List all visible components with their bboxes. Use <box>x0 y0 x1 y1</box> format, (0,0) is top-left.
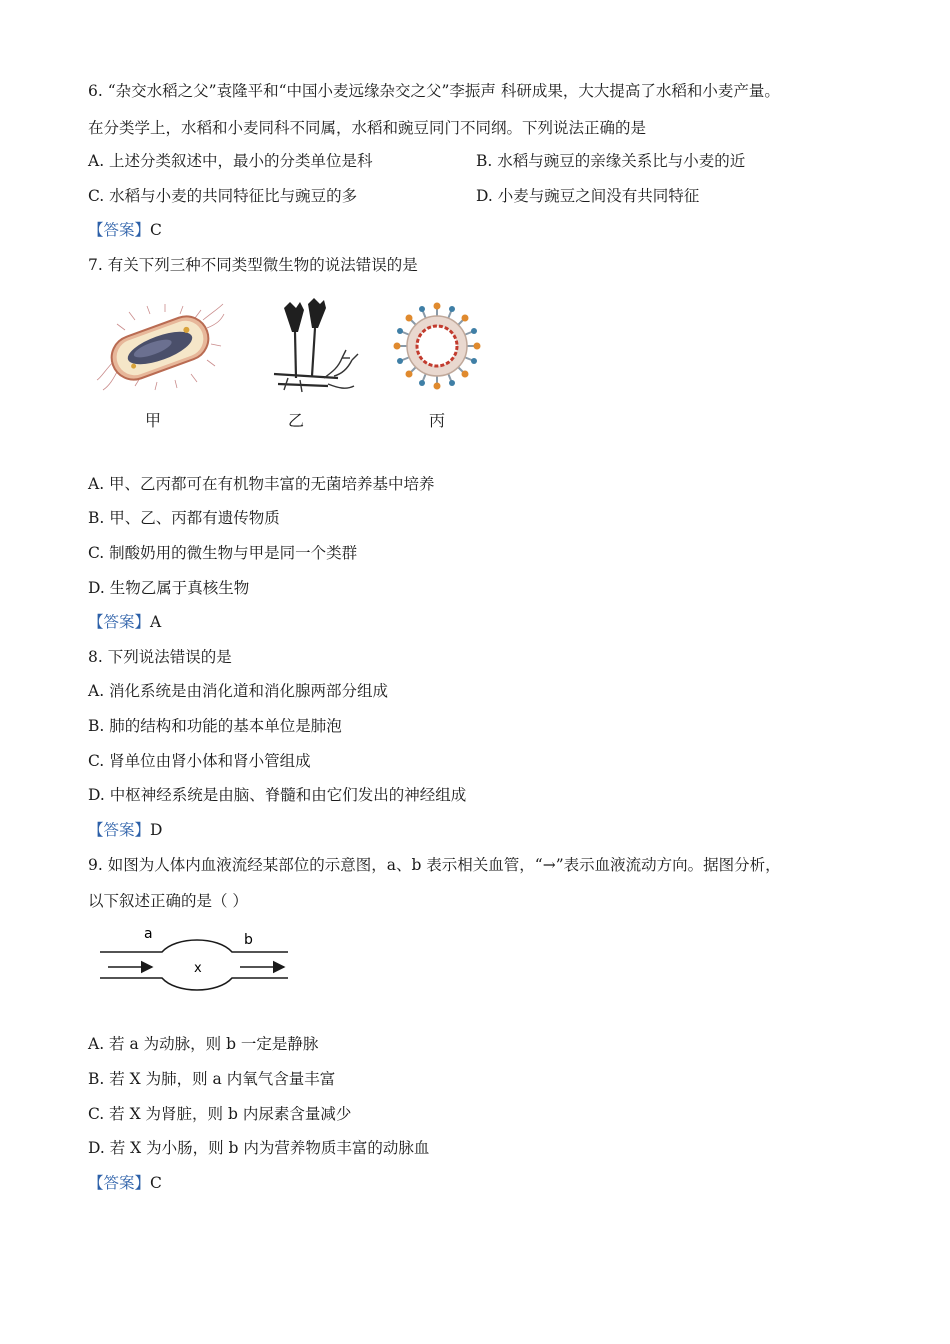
q9-option-c: C. 若 X 为肾脏，则 b 内尿素含量减少 <box>88 1105 352 1123</box>
q9-option-a: A. 若 a 为动脉，则 b 一定是静脉 <box>88 1035 319 1053</box>
label-a: a <box>144 926 153 942</box>
vessel-upper-wall <box>100 940 288 952</box>
caption-jia: 甲 <box>145 411 162 430</box>
q9-option-b: B. 若 X 为肺，则 a 内氧气含量丰富 <box>88 1070 336 1088</box>
q7-answer <box>88 612 161 632</box>
answer-label: 【答案】 <box>88 221 151 239</box>
q9-stem-line2: 以下叙述正确的是（ ） <box>88 892 248 910</box>
q7-option-b: B. 甲、乙、丙都有遗传物质 <box>88 509 280 527</box>
virus-image <box>393 302 481 390</box>
answer-value: D <box>150 821 163 839</box>
mold-image <box>268 298 360 394</box>
answer-label: 【答案】 <box>88 821 151 839</box>
vessel-lower-wall <box>100 978 288 990</box>
caption-yi: 乙 <box>288 411 305 430</box>
q8-option-c: C. 肾单位由肾小体和肾小管组成 <box>88 752 311 770</box>
q8-option-d: D. 中枢神经系统是由脑、脊髓和由它们发出的神经组成 <box>88 786 467 804</box>
q6-stem-line1: 6. “杂交水稻之父”袁隆平和“中国小麦远缘杂交之父”李振声 科研成果，大大提高了水稻和小麦产量。 <box>88 82 780 100</box>
q8-option-b: B. 肺的结构和功能的基本单位是肺泡 <box>88 717 342 735</box>
q7-stem: 7. 有关下列三种不同类型微生物的说法错误的是 <box>88 256 418 274</box>
q6-option-c: C. 水稻与小麦的共同特征比与豌豆的多 <box>88 187 358 205</box>
q6-option-b: B. 水稻与豌豆的亲缘关系比与小麦的近 <box>476 152 746 170</box>
bacterium-image <box>95 300 225 392</box>
q7-option-c: C. 制酸奶用的微生物与甲是同一个类群 <box>88 544 358 562</box>
answer-value: A <box>150 613 162 631</box>
q6-option-d: D. 小麦与豌豆之间没有共同特征 <box>476 187 700 205</box>
q7-option-a: A. 甲、乙丙都可在有机物丰富的无菌培养基中培养 <box>88 475 435 493</box>
answer-value: C <box>150 1174 162 1192</box>
q8-answer <box>88 820 162 840</box>
label-b: b <box>244 932 253 948</box>
q9-stem-line1: 9. 如图为人体内血液流经某部位的示意图，a、b 表示相关血管，“→”表示血液流动方向。据图分析， <box>88 856 781 874</box>
q6-stem-line2: 在分类学上，水稻和小麦同科不同属，水稻和豌豆同门不同纲。下列说法正确的是 <box>88 119 647 137</box>
q6-answer <box>88 220 162 240</box>
answer-value: C <box>150 221 162 239</box>
q9-answer <box>88 1173 162 1193</box>
q9-option-d: D. 若 X 为小肠，则 b 内为营养物质丰富的动脉血 <box>88 1139 430 1157</box>
answer-label: 【答案】 <box>88 613 151 631</box>
q8-option-a: A. 消化系统是由消化道和消化腺两部分组成 <box>88 682 389 700</box>
answer-label: 【答案】 <box>88 1174 151 1192</box>
q7-option-d: D. 生物乙属于真核生物 <box>88 579 250 597</box>
q8-stem: 8. 下列说法错误的是 <box>88 648 232 666</box>
q6-option-a: A. 上述分类叙述中，最小的分类单位是科 <box>88 152 373 170</box>
label-x: x <box>194 961 202 976</box>
caption-bing: 丙 <box>429 411 446 430</box>
blood-flow-diagram <box>96 922 296 1002</box>
